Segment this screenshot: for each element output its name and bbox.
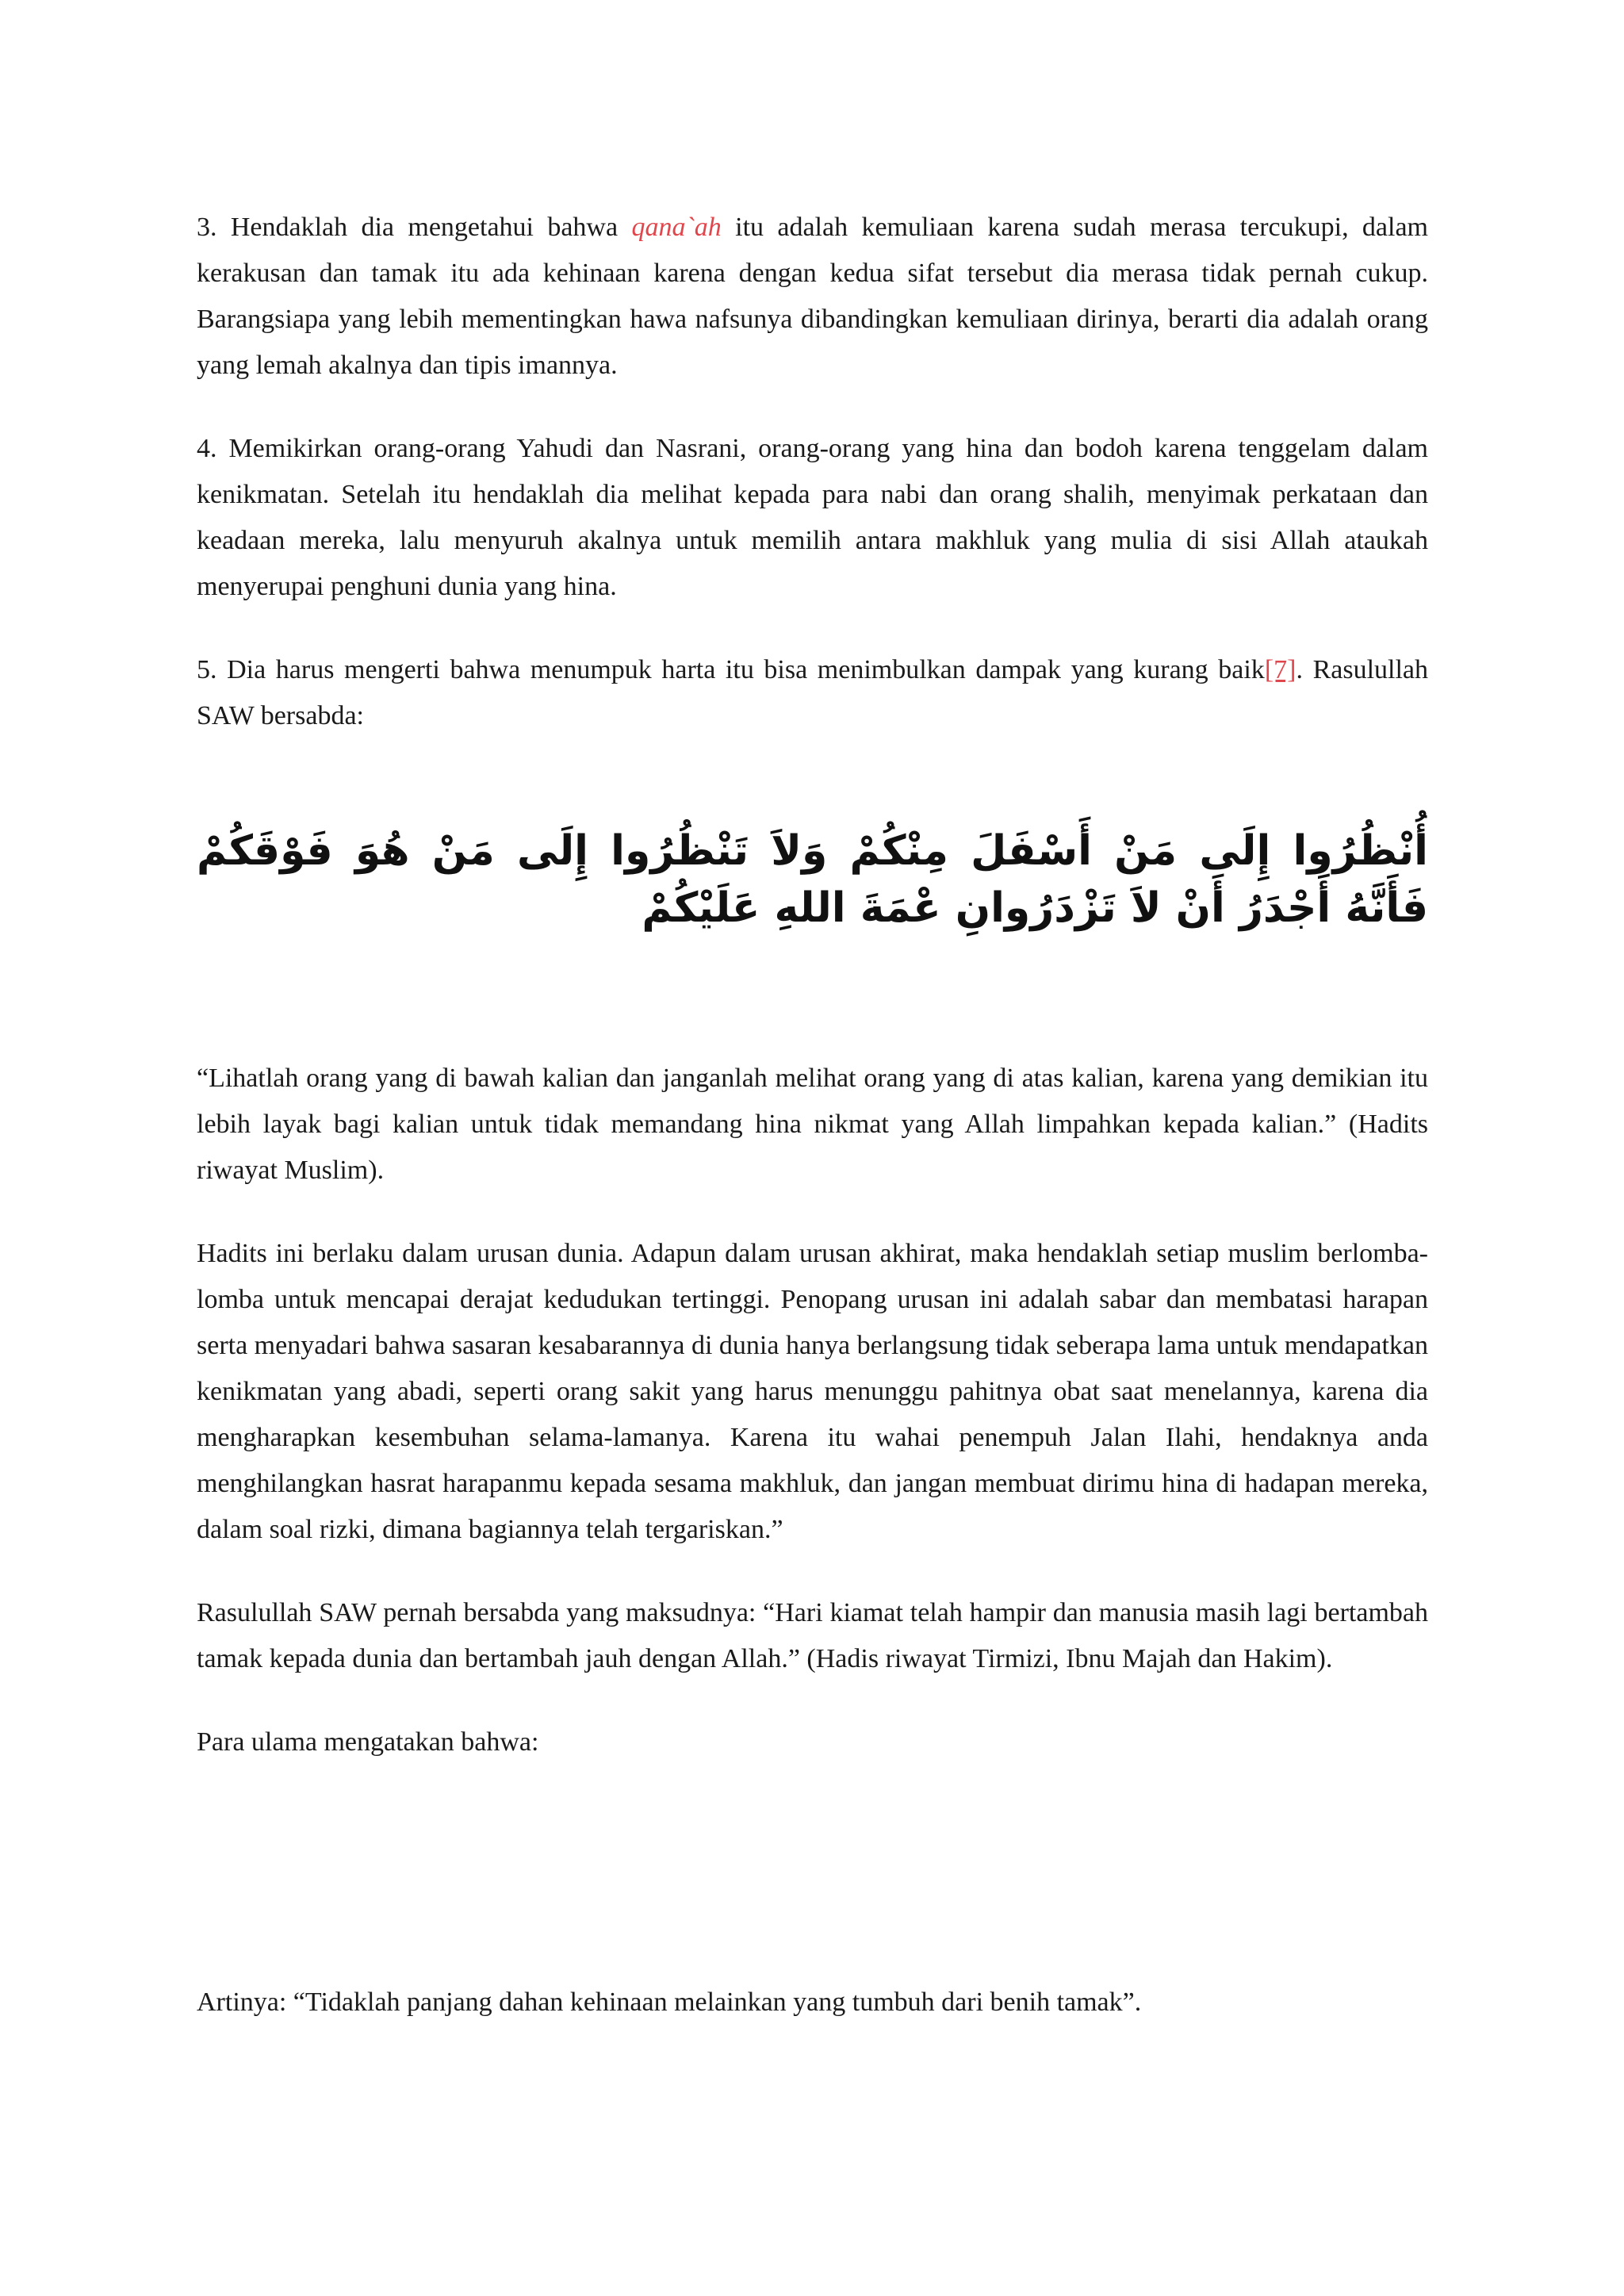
paragraph-text: itu adalah kemuliaan karena sudah merasa tercukupi, dalam kerakusan dan tamak itu ada kehinaan karena dengan kedua sifat tersebut dia merasa tidak pernah cukup. Barangsiapa yang lebih mementingkan hawa nafsunya dibandingkan kemuliaan dirinya, berarti dia adalah orang yang lemah akalnya dan tipis imannya. xyxy=(197,213,1428,380)
paragraph-point-5 xyxy=(197,647,1428,739)
qanaah-term: qana`ah xyxy=(631,213,722,242)
document-page xyxy=(197,205,1428,2026)
paragraph-text: . Rasulullah SAW bersabda: xyxy=(197,655,1428,730)
footnote-link-7[interactable]: [7] xyxy=(1264,655,1297,684)
paragraph-artinya: Artinya: “Tidaklah panjang dahan kehinaan melainkan yang tumbuh dari benih tamak”. xyxy=(197,1987,1142,2017)
paragraph-ulama-intro: Para ulama mengatakan bahwa: xyxy=(197,1727,539,1757)
paragraph-point-3 xyxy=(197,205,1428,389)
paragraph-hadits-explanation: Hadits ini berlaku dalam urusan dunia. Adapun dalam urusan akhirat, maka hendaklah setiap muslim berlomba-lomba untuk mencapai derajat kedudukan tertinggi. Penopang urusan ini adalah sabar dan membatasi harapan serta menyadari bahwa sasaran kesabarannya di dunia hanya berlangsung tidak seberapa lama untuk mendapatkan kenikmatan yang abadi, seperti orang sakit yang harus menunggu pahitnya obat saat menelannya, karena dia mengharapkan kesembuhan selama-lamanya. Karena itu wahai penempuh Jalan Ilahi, hendaknya anda menghilangkan hasrat harapanmu kepada sesama makhluk, dan jangan membuat dirimu hina di hadapan mereka, dalam soal rizki, dimana bagiannya telah tergariskan.” xyxy=(197,1239,1428,1544)
paragraph-point-4: 4. Memikirkan orang-orang Yahudi dan Nasrani, orang-orang yang hina dan bodoh karena tenggelam dalam kenikmatan. Setelah itu hendaklah dia melihat kepada para nabi dan orang shalih, menyimak perkataan dan keadaan mereka, lalu menyuruh akalnya untuk memilih antara makhluk yang mulia di sisi Allah ataukah menyerupai penghuni dunia yang hina. xyxy=(197,434,1428,601)
paragraph-text: 5. Dia harus mengerti bahwa menumpuk harta itu bisa menimbulkan dampak yang kurang baik xyxy=(197,655,1265,684)
hadith-translation: “Lihatlah orang yang di bawah kalian dan janganlah melihat orang yang di atas kalian, karena yang demikian itu lebih layak bagi kalian untuk tidak memandang hina nikmat yang Allah limpahkan kepada kalian.” (Hadits riwayat Muslim). xyxy=(197,1064,1428,1185)
paragraph-rasulullah-quote: Rasulullah SAW pernah bersabda yang maksudnya: “Hari kiamat telah hampir dan manusia masih lagi bertambah tamak kepada dunia dan bertambah jauh dengan Allah.” (Hadis riwayat Tirmizi, Ibnu Majah dan Hakim). xyxy=(197,1598,1428,1673)
arabic-hadith-text: أُنْظُرُوا إِلَى مَنْ أَسْفَلَ مِنْكُمْ وَلاَ تَنْظُرُوا إِلَى مَنْ هُوَ فَوْقَكُمْ فَأَنَّهُ أَجْدَرُ أَنْ لاَ تَزْدَرُوانِ عْمَةَ اللهِ عَلَيْكُمْ xyxy=(197,827,1428,932)
paragraph-text: 3. Hendaklah dia mengetahui bahwa xyxy=(197,213,632,242)
